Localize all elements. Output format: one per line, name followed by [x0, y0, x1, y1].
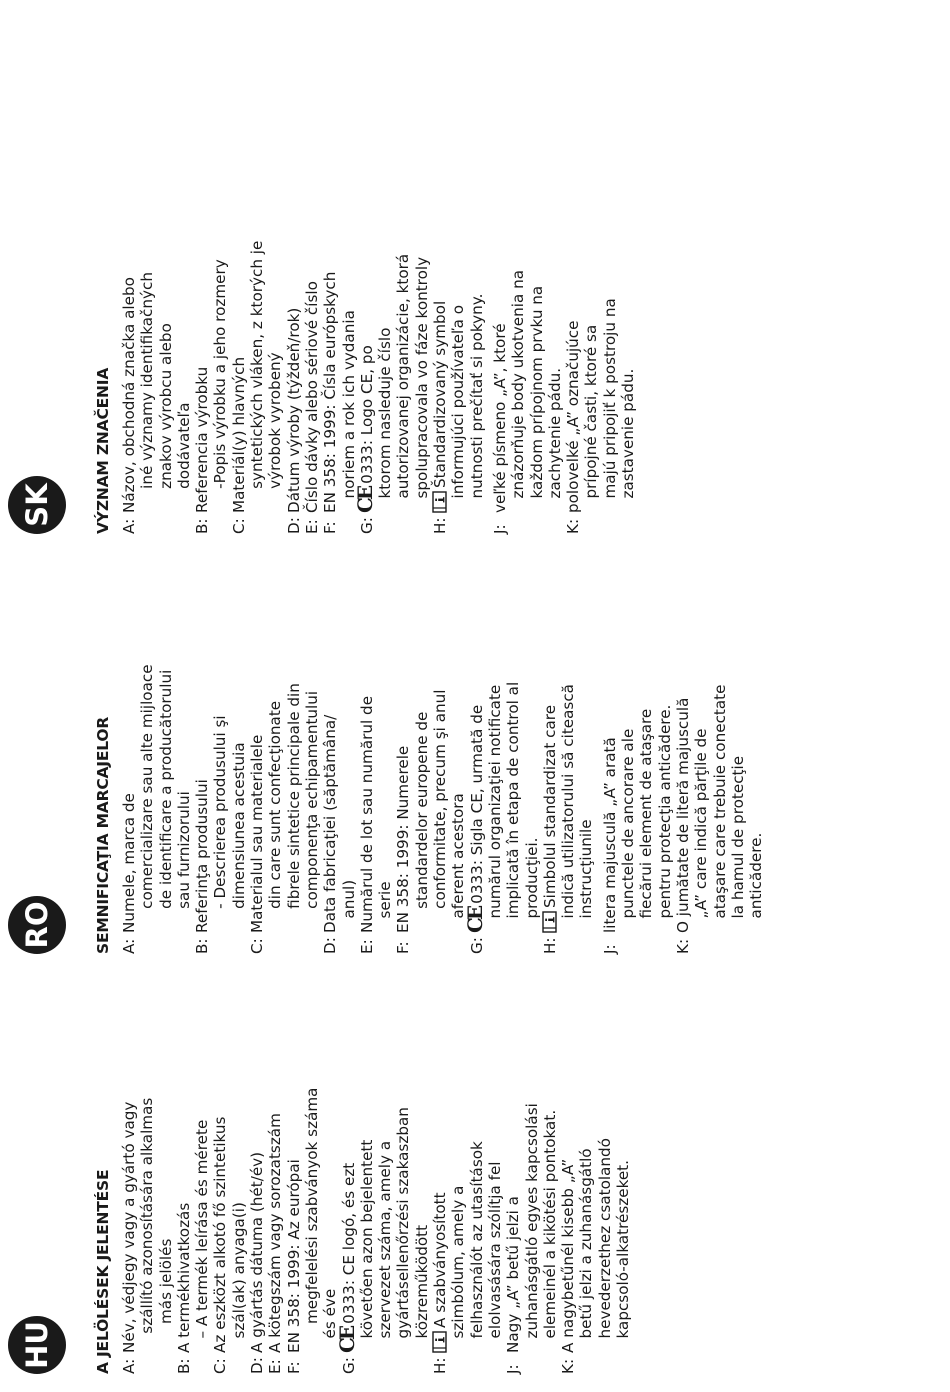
language-badge-ro: RO	[8, 896, 66, 954]
item-text: Materialul sau materialele din care sunt confecţionate fibrele sintetice principale din componenţa echipamentului	[248, 683, 321, 933]
item-body	[559, 984, 632, 1353]
item-letter: F:	[321, 521, 340, 534]
marking-item	[394, 554, 467, 954]
item-text: Numărul de lot sau numărul de serie	[357, 695, 395, 933]
language-badge-hu: HU	[8, 1316, 66, 1374]
item-letter: H:	[540, 937, 559, 954]
marking-item	[303, 144, 321, 534]
item-body	[321, 554, 358, 933]
marking-item	[541, 554, 596, 954]
item-letter: B:	[193, 938, 212, 954]
item-text: Číslo dávky alebo sériové číslo	[302, 281, 321, 513]
item-body	[230, 144, 285, 513]
item-text: Referencia výrobku -Popis výrobku a jeho rozmery	[193, 259, 230, 513]
marking-item	[230, 144, 285, 534]
item-text: Názov, obchodná značka alebo iné významy identifikačných znakov výrobcu alebo dodávateľa	[120, 272, 193, 513]
item-letter: B:	[193, 518, 212, 534]
info-book-icon	[432, 1331, 447, 1353]
item-text: Az eszközt alkotó fő szintetikus szál(ak) anyaga(i)	[211, 1116, 248, 1353]
item-text: A gyártás dátuma (hét/év)	[248, 1151, 267, 1353]
marking-item	[120, 144, 193, 534]
item-letter: F:	[284, 1361, 303, 1374]
item-body	[285, 144, 303, 513]
item-body	[394, 554, 467, 933]
item-body	[504, 984, 559, 1353]
item-letter: J:	[600, 944, 619, 954]
item-letter: G:	[357, 517, 376, 534]
info-book-icon	[432, 491, 447, 513]
item-body	[175, 984, 212, 1353]
item-body	[266, 984, 284, 1353]
item-text: Simbolul standardizat care indică utilizatorului să citească instrucţiunile	[540, 684, 596, 919]
marking-list-ro	[120, 554, 765, 954]
item-body	[352, 144, 431, 513]
item-text: 0333: Sigla CE, urmată de numărul organizaţiei notificate implicată în etapa de control al producţiei.	[467, 681, 541, 919]
item-body	[491, 144, 564, 513]
item-letter: J:	[490, 524, 509, 534]
item-body	[358, 554, 395, 933]
item-body	[193, 554, 248, 933]
item-text: A nagybetűnél kisebb „A” betű jelzi a zuhanásgátló hevederzethez csatolandó kapcsoló-alkatrészeket.	[559, 1138, 633, 1353]
marking-item	[431, 984, 504, 1374]
item-body	[462, 554, 541, 933]
language-badge-sk: SK	[8, 476, 66, 534]
marking-item	[211, 984, 248, 1374]
info-book-icon	[542, 911, 557, 933]
item-text: Dátum výroby (týždeň/rok)	[284, 307, 303, 513]
marking-list-hu	[120, 984, 632, 1374]
item-letter: K:	[559, 1358, 578, 1374]
item-body	[120, 144, 193, 513]
item-text: veľké písmeno „A”, ktoré znázorňuje body ukotvenia na každom prípojnom prvku na zachytenie pádu.	[490, 269, 564, 513]
marking-item	[321, 554, 358, 954]
item-letter: H:	[431, 1357, 450, 1374]
section-heading-ro: SEMNIFICAŢIA MARCAJELOR	[94, 716, 112, 954]
item-text: Materiál(y) hlavných syntetických vláken, z ktorých je výrobok vyrobený	[229, 240, 285, 513]
item-body	[120, 554, 193, 933]
marking-item	[120, 554, 193, 954]
marking-item	[352, 144, 431, 534]
item-body	[120, 984, 175, 1353]
item-letter: A:	[120, 938, 138, 954]
marking-item	[120, 984, 175, 1374]
item-letter: H:	[431, 517, 450, 534]
item-letter: J:	[504, 1364, 523, 1374]
marking-item	[248, 554, 321, 954]
item-letter: C:	[248, 938, 267, 954]
item-text: A termékhivatkozás – A termék leírása és mérete	[174, 1119, 212, 1353]
marking-item	[285, 144, 303, 534]
item-text: polovelké „A” označujúce prípojné časti, ktoré sa majú pripojiť k postroju na zastavenie pádu.	[564, 298, 638, 513]
item-text: A kötegszám vagy sorozatszám	[266, 1113, 285, 1353]
item-body	[431, 144, 486, 513]
item-text: 0333: Logo CE, po ktorom nasleduje číslo autorizovanej organizácie, ktorá spolupracovala vo fáze kontroly	[357, 253, 431, 499]
item-letter: D:	[248, 1357, 267, 1374]
marking-item	[193, 144, 230, 534]
marking-item	[564, 144, 637, 534]
item-text: Név, védjegy vagy a gyártó vagy szállító azonosítására alkalmas más jelölés	[120, 1097, 175, 1353]
marking-item	[334, 984, 431, 1374]
marking-item	[175, 984, 212, 1374]
marking-item	[193, 554, 248, 954]
item-letter: C:	[229, 518, 248, 534]
item-letter: A:	[120, 518, 138, 534]
marking-item	[491, 144, 564, 534]
marking-item	[431, 144, 486, 534]
item-body	[211, 984, 248, 1353]
item-letter: E:	[302, 519, 321, 534]
marking-item	[285, 984, 340, 1374]
item-body	[193, 144, 230, 513]
item-body	[248, 554, 321, 933]
item-letter: A:	[120, 1358, 138, 1374]
item-body	[321, 144, 358, 513]
item-text: 0333: CE logó, és ezt követően azon bejelentett szervezet száma, amely a gyártásellenőrzési szakaszban közreműködött	[339, 1107, 431, 1339]
item-text: Referinţa produsului - Descrierea produsului şi dimensiunea acestuia	[193, 715, 248, 933]
item-text: EN 358: 1999: Numerele standardelor europene de conformitate, precum şi anul aferent acestora	[394, 689, 468, 933]
item-text: EN 358: 1999: Čísla európskych noriem a rok ich vydania	[321, 271, 358, 513]
marking-item	[358, 554, 395, 954]
item-letter: E:	[266, 1359, 285, 1374]
marking-item	[321, 144, 358, 534]
item-letter: F:	[394, 941, 413, 954]
marking-item	[674, 554, 765, 954]
item-body	[431, 984, 504, 1353]
section-heading-sk: VÝZNAM ZNAČENIA	[94, 367, 112, 534]
item-letter: G:	[467, 937, 486, 954]
item-letter: K:	[673, 938, 692, 954]
marking-list-sk	[120, 144, 637, 534]
item-letter: B:	[174, 1358, 193, 1374]
marking-item	[462, 554, 541, 954]
marking-item	[559, 984, 632, 1374]
item-body	[334, 984, 431, 1353]
item-text: Data fabricaţiei (săptămâna/ anul)	[321, 714, 358, 933]
item-letter: G:	[339, 1357, 358, 1374]
ce-mark-icon: CE	[352, 487, 377, 513]
item-text: EN 358: 1999: Az európai megfelelési szabványok száma és éve	[284, 1087, 340, 1353]
ce-mark-icon: CE	[462, 907, 487, 933]
item-body	[674, 554, 765, 933]
item-body	[541, 554, 596, 933]
item-text: litera majusculă „A” arată punctele de ancorare ale fiecărui element de ataşare pentru protecţia anticădere.	[600, 704, 674, 933]
marking-item	[504, 984, 559, 1374]
marking-item	[248, 984, 266, 1374]
item-text: Štandardizovaný symbol informujúci používateľa o nutnosti prečítať si pokyny.	[431, 293, 486, 499]
item-letter: K:	[564, 518, 583, 534]
section-heading-hu: A JELÖLÉSEK JELENTÉSE	[94, 1169, 112, 1374]
item-body	[303, 144, 321, 513]
item-text: Nagy „A” betű jelzi a zuhanásgátló egyes kapcsolási elemeinél a kikötési pontokat.	[504, 1103, 559, 1353]
item-body	[564, 144, 637, 513]
item-body	[285, 984, 340, 1353]
item-text: Numele, marca de comercializare sau alte mijloace de identificare a producătorului sau furnizorului	[120, 664, 193, 933]
item-body	[248, 984, 266, 1353]
item-letter: D:	[321, 937, 340, 954]
marking-item	[601, 554, 674, 954]
item-body	[601, 554, 674, 933]
item-text: O jumătate de literă majusculă „A” care indică părţile de ataşare care trebuie conectate la hamul de protecţie anticădere.	[673, 684, 766, 933]
item-letter: D:	[284, 517, 303, 534]
ce-mark-icon: CE	[334, 1327, 359, 1353]
item-text: A szabványosított szimbólum, amely a felhasználót az utasítások elolvasására szólítja fel	[431, 1141, 504, 1339]
marking-item	[266, 984, 284, 1374]
item-letter: C:	[211, 1358, 230, 1374]
item-letter: E:	[357, 939, 376, 954]
